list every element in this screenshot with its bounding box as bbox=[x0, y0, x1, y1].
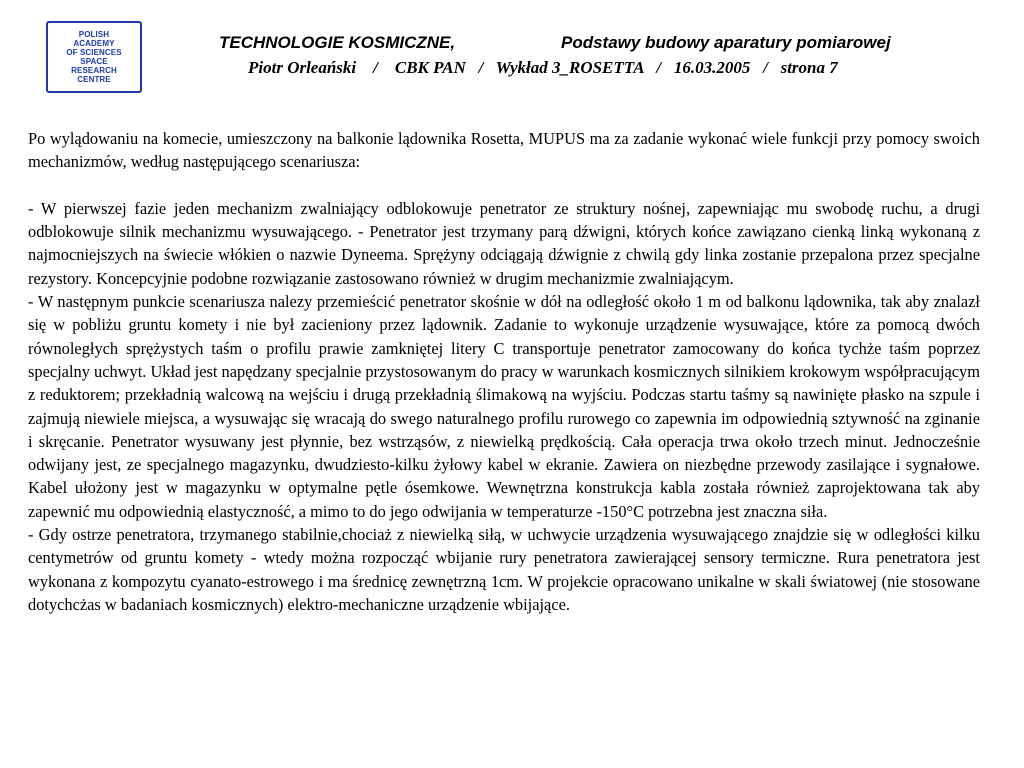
paragraph-deployment: - W następnym punkcie scenariusza nalezy przemieścić penetrator skośnie w dół na odległość około 1 m od balkonu lądownika, tak aby znalazł się w pobliżu gruntu komety i nie był zacieniony przez lądownik. Zadanie to wykonuje urządzenie wysuwające, które za pomocą dwóch równoległych sprężystych taśm o profilu prawie zamkniętej litery C transportuje penetrator zamocowany do końca tychże taśm poprzez specjalny uchwyt. Układ jest napędzany specjalnie przystosowanym do pracy w warunkach kosmicznych silnikiem krokowym współpracującym z reduktorem; przekładnią walcową na wejściu i drugą przekładnią ślimakową na wyjściu. Podczas startu taśmy są nawinięte płasko na szpule i zajmują niewiele miejsca, a wysuwając się wracają do swego naturalnego profilu rurowego co zapewnia im odpowiednią sztywność na zginanie i skręcanie. Penetrator wysuwany jest płynnie, bez wstrząsów, z niewielką prędkością. Cała operacja trwa około trzech minut. Jednocześnie odwijany jest, ze specjalnego magazynku, dwudziesto-kilku żyłowy kabel w ekranie. Zawiera on niezbędne przewody zasilające i sygnałowe. Kabel ułożony jest w magazynku w optymalne pętle ósemkowe. Wewnętrzna konstrukcja kabla została również zaprojektowana tak aby zapewnić mu odpowiednią elastyczność, a mimo to do jego odwijania w temperaturze -150°C potrzebna jest znaczna siła. bbox=[28, 292, 980, 521]
intro-paragraph: Po wylądowaniu na komecie, umieszczony na balkonie lądownika Rosetta, MUPUS ma za zadanie wykonać wiele funkcji przy pomocy swoich mechanizmów, według następującego scenariusza: bbox=[28, 129, 980, 172]
document-header bbox=[0, 33, 1024, 57]
logo-line-research: RESEARCH bbox=[71, 66, 117, 75]
logo-line-centre: CENTRE bbox=[77, 75, 111, 84]
paragraph-hammering: - Gdy ostrze penetratora, trzymanego stabilnie,chociaż z niewielką siłą, w uchwycie urządzenia wysuwającego znajdzie się w odległości kilku centymetrów od gruntu komety - wtedy można rozpocząć wbijanie rury penetratora zawierającej sensory termiczne. Rura penetratora jest wykonana z kompozytu cyanato-estrowego i ma średnicę zewnętrzną 1cm. W projekcie opracowano unikalne w skali światowej (nie stosowane dotychcżas w badaniach kosmicznych) elektro-mechaniczne urządzenie wbijające. bbox=[28, 525, 980, 614]
course-title: TECHNOLOGIE KOSMICZNE, bbox=[219, 33, 456, 52]
document-body bbox=[28, 127, 980, 616]
header-subtitle: Piotr Orleański / CBK PAN / Wykład 3_ROSETTA / 16.03.2005 / strona 7 bbox=[248, 58, 838, 77]
institution-logo bbox=[46, 21, 142, 93]
paragraph-release-mechanism: - W pierwszej fazie jeden mechanizm zwalniający odblokowuje penetrator ze struktury nośnej, zapewniając mu swobodę ruchu, a drugi odblokowuje silnik mechanizmu wysuwającego. - Penetrator jest trzymany parą dźwigni, których końce zawiązano cienką linką wykonaną z najmocniejszych na świecie włókien o nazwie Dyneema. Sprężyny odciągają dźwignie z chwilą gdy linka zostanie przepalona przez specjalne rezystory. Koncepcyjnie podobne rozwiązanie zastosowano również w drugim mechanizmie zwalniającym. bbox=[28, 198, 980, 288]
lecture-topic: Podstawy budowy aparatury pomiarowej bbox=[561, 33, 891, 52]
logo-line-academy: ACADEMY bbox=[73, 39, 115, 48]
logo-line-space: SPACE bbox=[80, 57, 108, 66]
logo-line-of-sciences: OF SCIENCES bbox=[66, 48, 122, 57]
logo-line-polish: POLISH bbox=[78, 30, 110, 39]
